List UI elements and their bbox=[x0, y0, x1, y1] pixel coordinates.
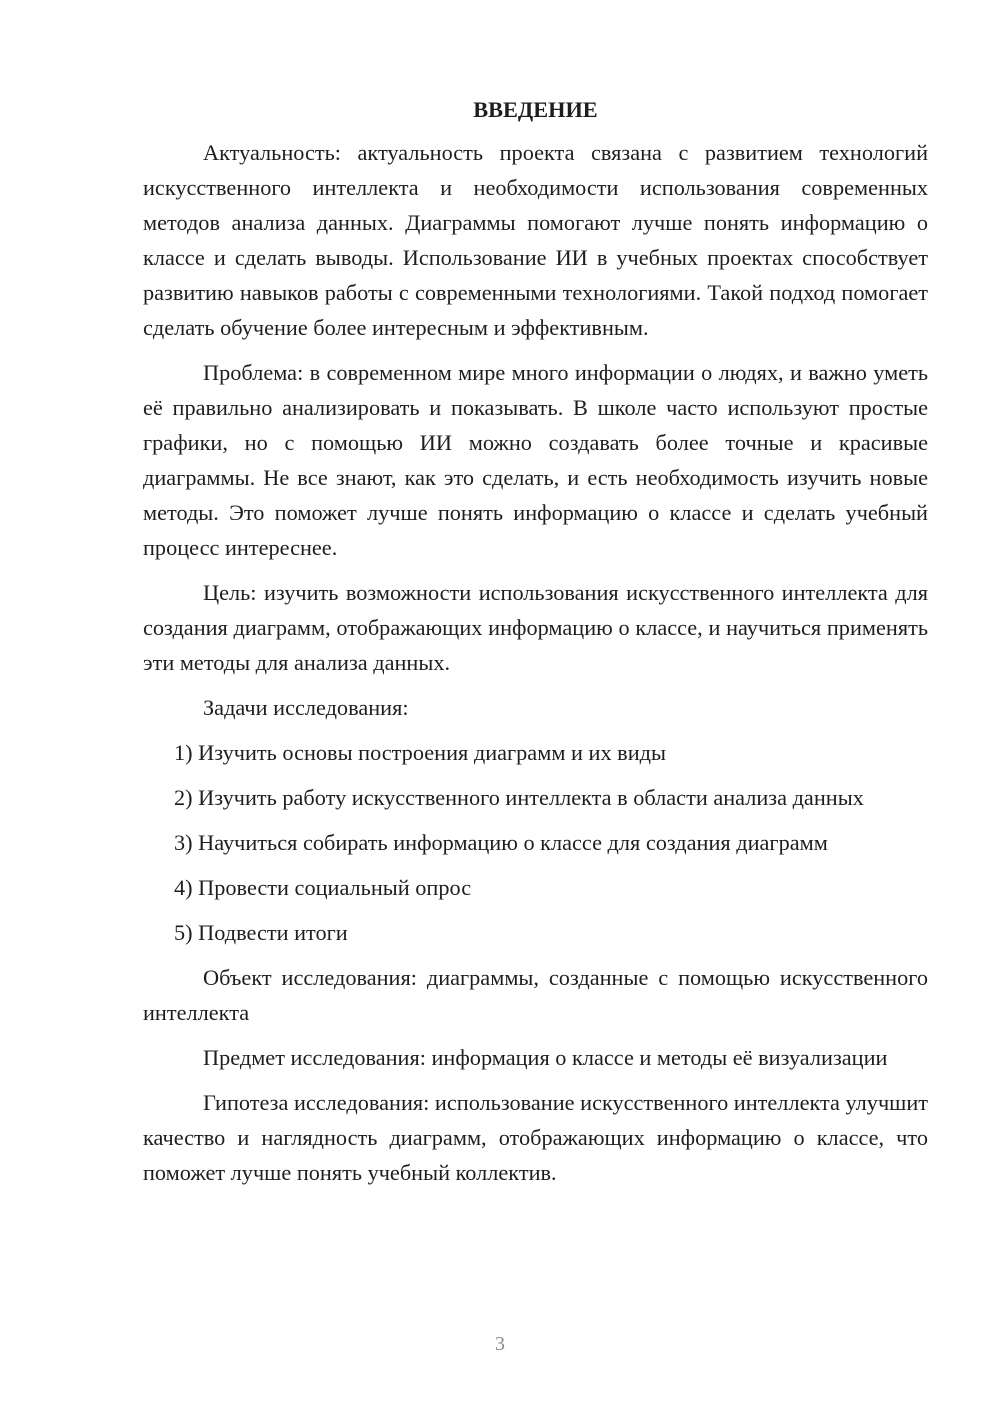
problem-paragraph: Проблема: в современном мире много информации о людях, и важно уметь её правильно анализировать и показывать. В школе часто используют простые графики, но с помощью ИИ можно создавать более точные и красивые диаграммы. Не все знают, как это сделать, и есть необходимость изучить новые методы. Это поможет лучше понять информацию о классе и сделать учебный процесс интереснее. bbox=[143, 360, 928, 560]
task-item-5: 5) Подвести итоги bbox=[174, 920, 348, 945]
task-item-1: 1) Изучить основы построения диаграмм и их виды bbox=[174, 740, 666, 765]
hypothesis-paragraph: Гипотеза исследования: использование искусственного интеллекта улучшит качество и наглядность диаграмм, отображающих информацию о классе, что поможет лучше понять учебный коллектив. bbox=[143, 1090, 928, 1185]
page-title: ВВЕДЕНИЕ bbox=[473, 97, 598, 122]
task-item-3: 3) Научиться собирать информацию о классе для создания диаграмм bbox=[174, 830, 828, 855]
goal-paragraph: Цель: изучить возможности использования искусственного интеллекта для создания диаграмм, отображающих информацию о классе, и научиться применять эти методы для анализа данных. bbox=[143, 580, 928, 675]
relevance-paragraph: Актуальность: актуальность проекта связана с развитием технологий искусственного интеллекта и необходимости использования современных методов анализа данных. Диаграммы помогают лучше понять информацию о классе и сделать выводы. Использование ИИ в учебных проектах способствует развитию навыков работы с современными технологиями. Такой подход помогает сделать обучение более интересным и эффективным. bbox=[143, 140, 928, 340]
task-item-4: 4) Провести социальный опрос bbox=[174, 875, 472, 900]
subject-paragraph: Предмет исследования: информация о классе и методы её визуализации bbox=[203, 1045, 888, 1070]
tasks-heading: Задачи исследования: bbox=[203, 695, 409, 720]
task-item-2: 2) Изучить работу искусственного интеллекта в области анализа данных bbox=[174, 785, 864, 810]
page-content bbox=[143, 92, 928, 1200]
object-paragraph: Объект исследования: диаграммы, созданные с помощью искусственного интеллекта bbox=[143, 965, 928, 1025]
page-number: 3 bbox=[495, 1333, 505, 1355]
